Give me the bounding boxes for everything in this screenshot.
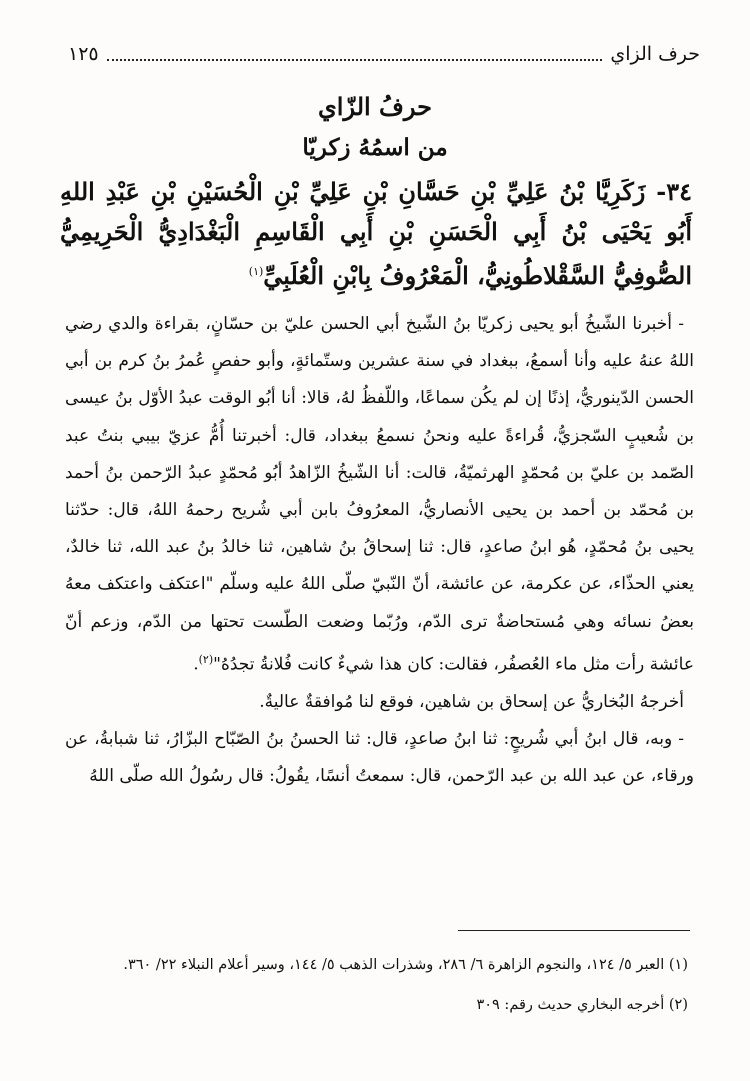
- footnote-2: (٢) أخرجه البخاري حديث رقم: ٣٠٩: [476, 997, 688, 1013]
- paragraph-isnad-text: - أخبرنا الشّيخُ أبو يحيى زكريّا بنُ الشّيخ أبي الحسن عليّ بن حسّانٍ، بقراءة والدي رضي اللهُ عنهُ عليه وأنا أسمعُ، ببغداد في سنة عشرين وستّمائةٍ، وأبو حفصٍ عُمرُ بنُ كرم بن أبي الحسن الدّينوريُّ، إذنًا إن لم يكُن سماعًا، واللّفظُ لهُ، قالا: أنا أبُو الوقت عبدُ الأوّل بنُ عيسى بن شُعيبٍ السّجزيُّ، قُراءةً عليه ونحنُ نسمعُ ببغداد، قال: أخبرتنا أُمُّ عزيّ بيبي بنتُ عبد الصّمد بن عليّ بن مُحمّدٍ الهرثميّةُ، قالت: أنا الشّيخُ الزّاهدُ أبُو مُحمّدٍ عبدُ الرّحمن بنُ أحمد بن مُحمّد بن أحمد بن يحيى الأنصاريُّ، المعرُوفُ بابن أبي شُريح رحمهُ اللهُ، قال: حدّثنا يحيى بنُ مُحمّدٍ، هُو ابنُ صاعدٍ، قال: ثنا إسحاقُ بنُ شاهين، ثنا خالدُ بنُ عبد الله، ثنا خالدٌ، يعني الحذّاء، عن عكرمة، عن عائشة، أنّ النّبيّ صلّى اللهُ عليه وسلّم "اعتكف واعتكف معهُ بعضُ نسائه وهي مُستحاضةٌ ترى الدّم، ورُبّما وضعت الطّست تحتها من الدّم، وزعم أنّ عائشة رأت مثل ماء العُصفُر، فقالت: كان هذا شيءٌ كانت فُلانةُ تجدُهُ": [65, 314, 694, 675]
- footnote-ref-1: (١): [248, 265, 264, 278]
- chapter-title: حرفُ الزّاي: [318, 92, 432, 121]
- section-title: من اسمُهُ زكريّا: [302, 134, 448, 161]
- footnote-divider: [458, 930, 690, 931]
- leader-dots: [107, 47, 603, 61]
- paragraph-takhrij: أخرجهُ البُخاريُّ عن إسحاق بن شاهين، فوقع لنا مُوافقةٌ عاليةٌ.: [259, 691, 684, 712]
- footnote-1: (١) العبر ٥/ ١٢٤، والنجوم الزاهرة ٦/ ٢٨٦، وشذرات الذهب ٥/ ١٤٤، وسير أعلام النبلاء ٢٢/ ٣٦٠.: [123, 957, 688, 973]
- entry-heading: [60, 172, 692, 296]
- footnotes: [70, 950, 688, 1030]
- entry-name: زَكَرِيَّا بْنُ عَلِيِّ بْنِ حَسَّانِ بْنِ عَلِيِّ بْنِ الْحُسَيْنِ بْنِ عَبْدِ اللهِ أَبُو يَحْيَى بْنُ أَبِي الْحَسَنِ بْنِ أَبِي الْقَاسِمِ الْبَغْدَادِيُّ الْحَرِيمِيُّ الصُّوفِيُّ السَّقْلاطُونِيُّ، الْمَعْرُوفُ بِابْنِ الْعُلَبِيِّ: [60, 177, 692, 290]
- paragraph-second-isnad: - وبه، قال ابنُ أبي شُريحٍ: ثنا ابنُ صاعدٍ، قال: ثنا الحسنُ بنُ الصّبّاح البزّارُ، ثنا شبابةُ، عن ورقاء، عن عبد الله بن عبد الرّحمن، قال: سمعتُ أنسًا، يقُولُ: قال رسُولُ الله صلّى اللهُ: [65, 728, 694, 787]
- running-head-title: حرف الزاي: [610, 43, 700, 65]
- footnote-ref-2: (٢): [198, 652, 214, 666]
- body-text: [65, 306, 694, 795]
- paragraph-isnad: - أخبرنا الشّيخُ أبو يحيى زكريّا بنُ الشّيخ أبي الحسن عليّ بن حسّانٍ، بقراءة والدي رضي اللهُ عنهُ عليه وأنا أسمعُ، ببغداد في سنة عشرين وستّمائةٍ، وأبو حفصٍ عُمرُ بنُ كرم بن أبي الحسن الدّينوريُّ، إذنًا إن لم يكُن سماعًا، واللّفظُ لهُ، قالا: أنا أبُو الوقت عبدُ الأوّل بنُ عيسى بن شُعيبٍ السّجزيُّ، قُراءةً عليه ونحنُ نسمعُ ببغداد، قال: أخبرتنا أُمُّ عزيّ بيبي بنتُ عبد الصّمد بن عليّ بن مُحمّدٍ الهرثميّةُ، قالت: أنا الشّيخُ الزّاهدُ أبُو مُحمّدٍ عبدُ الرّحمن بنُ أحمد بن مُحمّد بن أحمد بن يحيى الأنصاريُّ، المعرُوفُ بابن أبي شُريح رحمهُ اللهُ، قال: حدّثنا يحيى بنُ مُحمّدٍ، هُو ابنُ صاعدٍ، قال: ثنا إسحاقُ بنُ شاهين، ثنا خالدُ بنُ عبد الله، ثنا خالدٌ، يعني الحذّاء، عن عكرمة، عن عائشة، أنّ النّبيّ صلّى اللهُ عليه وسلّم "اعتكف واعتكف معهُ بعضُ نسائه وهي مُستحاضةٌ ترى الدّم، ورُبّما وضعت الطّست تحتها من الدّم، وزعم أنّ عائشة رأت مثل ماء العُصفُر، فقالت: كان هذا شيءٌ كانت فُلانةُ تجدُهُ"$^{(٢)}$.: [65, 314, 694, 675]
- entry-number: ٣٤-: [656, 177, 692, 206]
- page-number: ١٢٥: [68, 43, 99, 65]
- running-head: [68, 38, 700, 70]
